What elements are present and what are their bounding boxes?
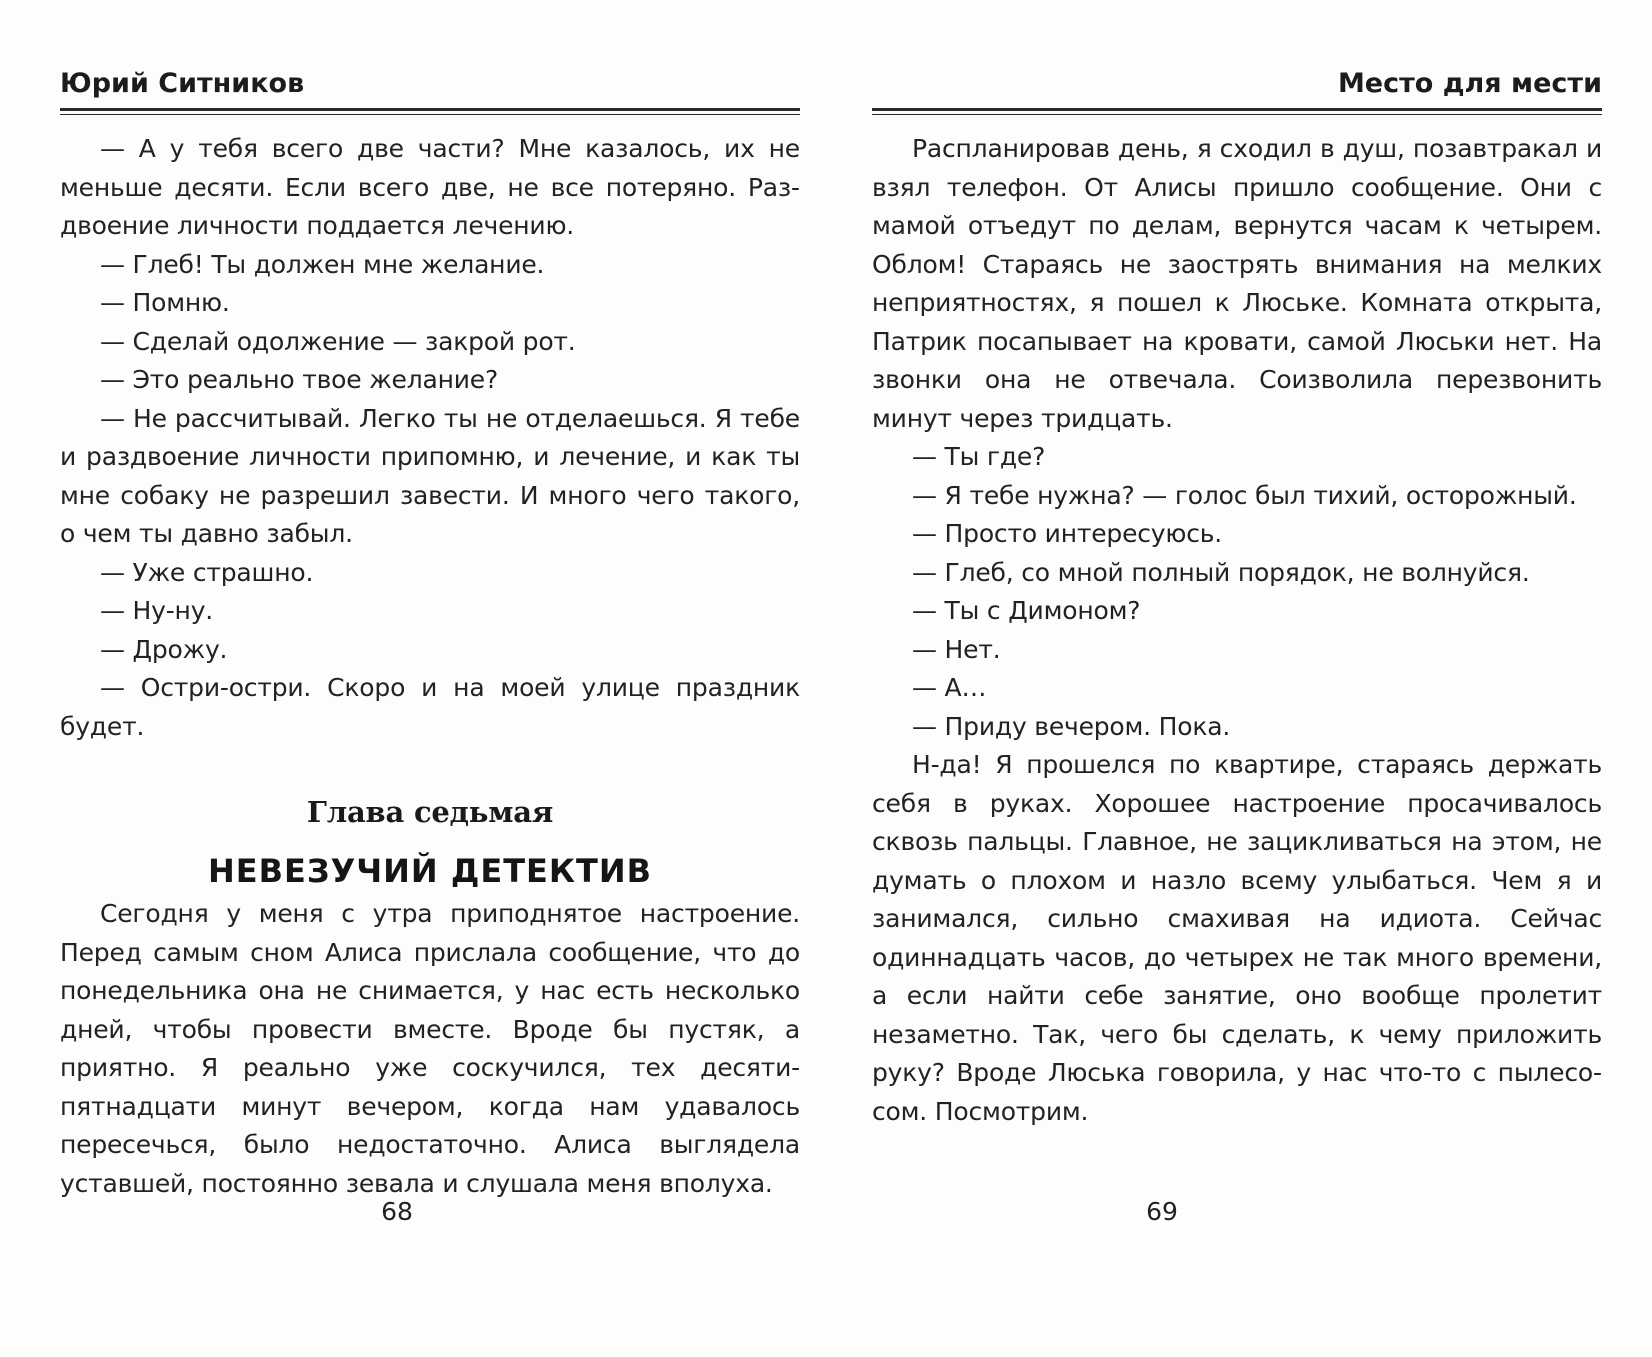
running-head-title: Место для мести (1337, 68, 1602, 99)
paragraph: — Не рассчитывай. Легко ты не отделаешься. Я тебе и раздвоение личности припомню, и лечение, и как ты мне собаку не разрешил завести. И много чего такого, о чем ты давно забыл. (60, 403, 800, 548)
running-head-rule (872, 108, 1602, 111)
paragraph: — Просто интересуюсь. (912, 519, 1223, 548)
paragraph: — Глеб, со мной полный порядок, не волнуйся. (912, 557, 1530, 587)
right-page-text (872, 130, 1602, 1131)
right-page (872, 0, 1602, 1357)
paragraph: — Помню. (100, 288, 230, 317)
running-head-rule (60, 108, 800, 111)
paragraph: — Ты с Димоном? (912, 596, 1141, 625)
paragraph: — А… (912, 673, 987, 702)
paragraph: — Уже страшно. (100, 557, 314, 587)
chapter-heading (60, 789, 800, 895)
paragraph: Сегодня у меня с утра приподнятое настроение. Перед самым сном Алиса прислала сообщение, что до понедельника она не снимается, у нас есть несколько дней, чтобы провести вместе. Вроде бы пустяк, а приятно. Я реально уже соскучился, тех десяти-пятнадцати минут вечером, когда нам удавалось пересечься, было недостаточно. Алиса выглядела уставшей, постоянно зевала и слушала меня вполуха. (60, 899, 800, 1198)
paragraph: — Нет. (912, 634, 1001, 664)
left-page-text (60, 130, 800, 1203)
page-number: 68 (381, 1197, 413, 1226)
chapter-label: Глава седьмая (306, 795, 554, 829)
paragraph: — Я тебе нужна? — голос был тихий, осторожный. (912, 480, 1577, 510)
paragraph: — Глеб! Ты должен мне желание. (100, 249, 545, 279)
page-number: 69 (1146, 1197, 1178, 1226)
paragraph: — Приду вечером. Пока. (912, 711, 1231, 741)
paragraph: — А у тебя всего две части? Мне казалось, их не меньше десяти. Если всего две, не все потеряно. Раздвоение личности поддается лечению. (60, 134, 800, 240)
paragraph: — Дрожу. (100, 634, 228, 664)
paragraph: — Ты где? (912, 442, 1046, 471)
running-head-author: Юрий Ситников (60, 68, 305, 99)
paragraph: — Ну-ну. (100, 596, 214, 625)
chapter-title: НЕВЕЗУЧИЙ ДЕТЕКТИВ (207, 852, 653, 890)
paragraph: — Это реально твое желание? (100, 365, 499, 394)
paragraph: — Остри-остри. Скоро и на моей улице праздник будет. (60, 673, 800, 741)
paragraph: Н-да! Я прошелся по квартире, стараясь держать себя в руках. Хорошее настроение просачивалось сквозь пальцы. Главное, не зацикливаться на этом, не думать о плохом и назло всему улыбаться. Чем я и занимался, сильно смахивая на идиота. Сейчас одиннадцать часов, до четырех не так много времени, а если найти себе занятие, оно вообще пролетит незаметно. Так, чего бы сделать, к чему приложить руку? Вроде Люська говорила, у нас что-то с пылесосом. Посмотрим. (872, 750, 1602, 1126)
paragraph: — Сделай одолжение — закрой рот. (100, 326, 576, 356)
left-page (60, 0, 800, 1357)
paragraph: Распланировав день, я сходил в душ, позавтракал и взял телефон. От Алисы пришло сообщение. Они с мамой отъедут по делам, вернутся часам к четырем. Облом! Стараясь не заострять внимания на мелких неприятностях, я пошел к Люське. Комната открыта, Патрик посапывает на кровати, самой Люськи нет. На звонки она не отвечала. Соизволила перезвонить минут через тридцать. (872, 134, 1602, 433)
